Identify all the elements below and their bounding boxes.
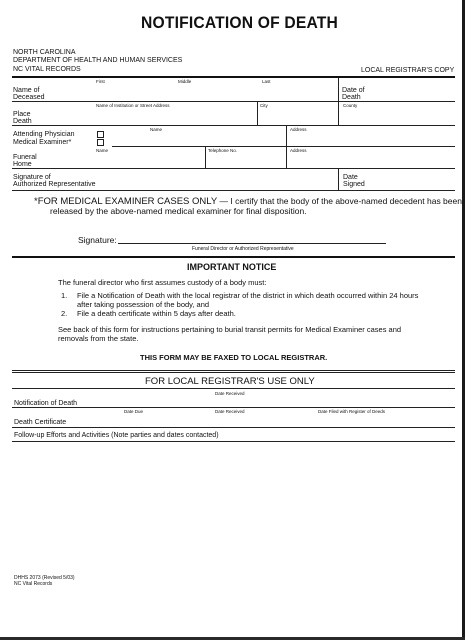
date-received-caption-2: Date Received [215, 409, 245, 414]
notice-item-1-line-1: File a Notification of Death with the local registrar of the district in which death occurred within 24 hours [77, 291, 419, 300]
signature-label-2: Authorized Representative [13, 181, 96, 188]
notice-intro: The funeral director who first assumes custody of a body must: [58, 278, 267, 287]
notice-see-back-1: See back of this form for instructions pertaining to burial transit permits for Medical Examiner cases and [58, 325, 402, 334]
agency-line-1: NORTH CAROLINA [13, 49, 76, 56]
county-caption: County [343, 103, 358, 108]
me-cases-text-1: I certify that the body of the above-named decedent has been [230, 196, 462, 206]
first-caption: First [96, 79, 105, 84]
registrar-rule [12, 388, 455, 389]
certificate-label: Death Certificate [14, 419, 67, 426]
form-source: NC Vital Records [14, 581, 53, 587]
followup-field[interactable] [12, 441, 455, 442]
date-signed-label-1: Date [343, 174, 358, 181]
signature-field[interactable] [12, 190, 455, 191]
physician-address-caption: Address [290, 127, 307, 132]
funeral-label-2: Home [13, 161, 32, 168]
notice-see-back-2: removals from the state. [58, 334, 139, 343]
form-title: NOTIFICATION OF DEATH [141, 13, 339, 32]
funeral-label-1: Funeral [13, 154, 37, 161]
me-signature-field[interactable] [118, 243, 386, 244]
deceased-label-1: Name of [13, 87, 40, 94]
place-label-2: Death [13, 118, 32, 125]
registrar-rule-top [12, 370, 455, 371]
last-caption: Last [262, 79, 271, 84]
notice-item-2-number: 2. [61, 309, 68, 318]
divider [338, 78, 339, 102]
divider [338, 168, 339, 190]
institution-caption: Name of Institution or Street Address [96, 103, 170, 108]
notification-field[interactable] [12, 407, 455, 408]
physician-field[interactable] [112, 146, 455, 147]
date-due-caption: Date Due [124, 409, 144, 414]
agency-line-3: NC VITAL RECORDS [13, 66, 81, 73]
notice-heading: IMPORTANT NOTICE [187, 262, 277, 272]
divider [286, 146, 287, 168]
middle-caption: Middle [178, 79, 192, 84]
me-signature-label: Signature: [78, 235, 117, 245]
funeral-name-caption: Name [96, 148, 109, 153]
me-cases-dash: — [217, 196, 231, 206]
me-cases-text-2: released by the above-named medical examiner for final disposition. [50, 206, 307, 216]
telephone-caption: Telephone No. [208, 148, 238, 153]
notice-item-1-number: 1. [61, 291, 68, 300]
notification-label: Notification of Death [14, 400, 78, 407]
physician-label: Attending Physician [13, 131, 75, 138]
place-of-death-field[interactable] [12, 125, 455, 126]
fax-notice: THIS FORM MAY BE FAXED TO LOCAL REGISTRAR. [140, 353, 328, 362]
place-label-1: Place [13, 111, 31, 118]
me-signature-caption: Funeral Director or Authorized Representative [192, 246, 294, 252]
agency-line-2: DEPARTMENT OF HEALTH AND HUMAN SERVICES [13, 57, 183, 64]
date-filed-caption: Date Filed with Register of Deeds [318, 409, 386, 414]
signature-label-1: Signature of [13, 174, 51, 181]
medical-examiner-checkbox[interactable] [97, 139, 104, 146]
physician-checkbox[interactable] [97, 131, 104, 138]
funeral-address-caption: Address [290, 148, 307, 153]
form-number: DHHS 2073 (Revised 5/03) [14, 575, 75, 581]
section-rule [12, 256, 455, 258]
registrar-heading: FOR LOCAL REGISTRAR'S USE ONLY [145, 376, 315, 387]
divider [205, 146, 206, 168]
date-signed-label-2: Signed [343, 181, 365, 188]
followup-label: Follow-up Efforts and Activities (Note parties and dates contacted) [14, 432, 219, 439]
divider [286, 125, 287, 147]
copy-label: LOCAL REGISTRAR'S COPY [361, 67, 455, 74]
city-caption: City [260, 103, 268, 108]
deceased-label-2: Deceased [13, 94, 45, 101]
divider [257, 101, 258, 125]
top-rule [12, 76, 455, 78]
death-date-label-2: Death [342, 94, 361, 101]
medical-examiner-label: Medical Examiner* [13, 139, 72, 146]
notice-item-2-line-1: File a death certificate within 5 days after death. [77, 309, 236, 318]
me-cases-heading: *FOR MEDICAL EXAMINER CASES ONLY [34, 196, 218, 207]
funeral-home-field[interactable] [12, 168, 455, 169]
notice-item-1-line-2: after taking possession of the body, and [77, 300, 210, 309]
divider [338, 101, 339, 125]
physician-name-caption: Name [150, 127, 163, 132]
certificate-field[interactable] [12, 427, 455, 428]
registrar-rule-top-2 [12, 372, 455, 373]
death-date-label-1: Date of [342, 87, 365, 94]
date-received-caption-1: Date Received [215, 391, 245, 396]
deceased-name-field[interactable] [12, 101, 455, 102]
